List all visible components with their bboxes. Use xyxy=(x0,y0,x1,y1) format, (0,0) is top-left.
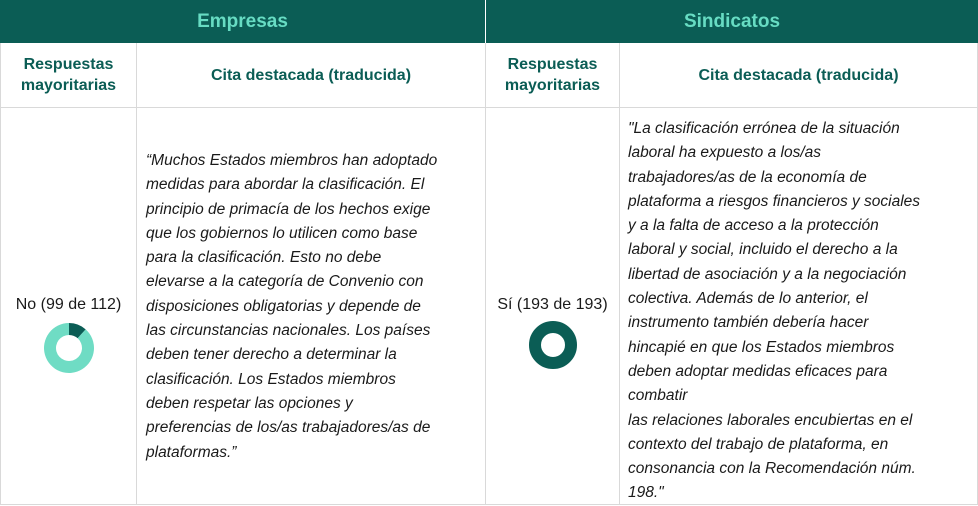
empresas-cita-header xyxy=(137,43,486,108)
sindicatos-response-cell xyxy=(486,108,620,505)
sindicatos-quote: "La clasificación errónea de la situación laboral ha expuesto a los/as trabajadores/as de la economía de plataforma a riesgos financieros y sociales y a la falta de acceso a la protección laboral y social, incluido el derecho a la libertad de asociación y a la negociación colectiva. Además de lo anterior, el instrumento también debería hacer hincapié en que los Estados miembros deben adoptar medidas eficaces para combatir las relaciones laborales encubiertas en el contexto del trabajo de plataforma, en consonancia con la Recomendación núm. 198." xyxy=(628,120,921,502)
respuestas-header-label: Respuestas mayoritarias xyxy=(504,56,601,94)
sindicatos-donut-chart xyxy=(528,320,578,370)
empresas-quote-cell xyxy=(137,108,486,505)
empresas-quote: “Muchos Estados miembros han adoptado medidas para abordar la clasificación. El principio de primacía de los hechos exige que los gobiernos lo utilicen como base para la clasificación. Esto no debe elevarse a la categoría de Convenio con disposiciones obligatorias y depende de las circunstancias nacionales. Los países deben tener derecho a determinar la clasificación. Los Estados miembros deben respetar las opciones y preferencias de los/as trabajadores/as de plataformas.” xyxy=(146,152,438,461)
empresas-response-cell xyxy=(0,108,137,505)
respuestas-header-label: Respuestas mayoritarias xyxy=(20,56,117,94)
empresas-response-label: No (99 de 112) xyxy=(15,296,122,313)
cita-header-label: Cita destacada (traducida) xyxy=(698,66,899,84)
empresas-respuestas-header xyxy=(0,43,137,108)
sindicatos-cita-header xyxy=(620,43,978,108)
sindicatos-quote-cell xyxy=(620,108,978,505)
sindicatos-response-label: Sí (193 de 193) xyxy=(497,296,608,313)
empresas-header: Empresas xyxy=(0,0,486,43)
sindicatos-header: Sindicatos xyxy=(486,0,978,43)
sindicatos-respuestas-header xyxy=(486,43,620,108)
empresas-donut-chart xyxy=(41,320,97,376)
cita-header-label: Cita destacada (traducida) xyxy=(210,66,412,84)
sindicatos-donut-slice-s xyxy=(535,327,571,363)
empresas-donut-slice-no xyxy=(44,323,94,373)
